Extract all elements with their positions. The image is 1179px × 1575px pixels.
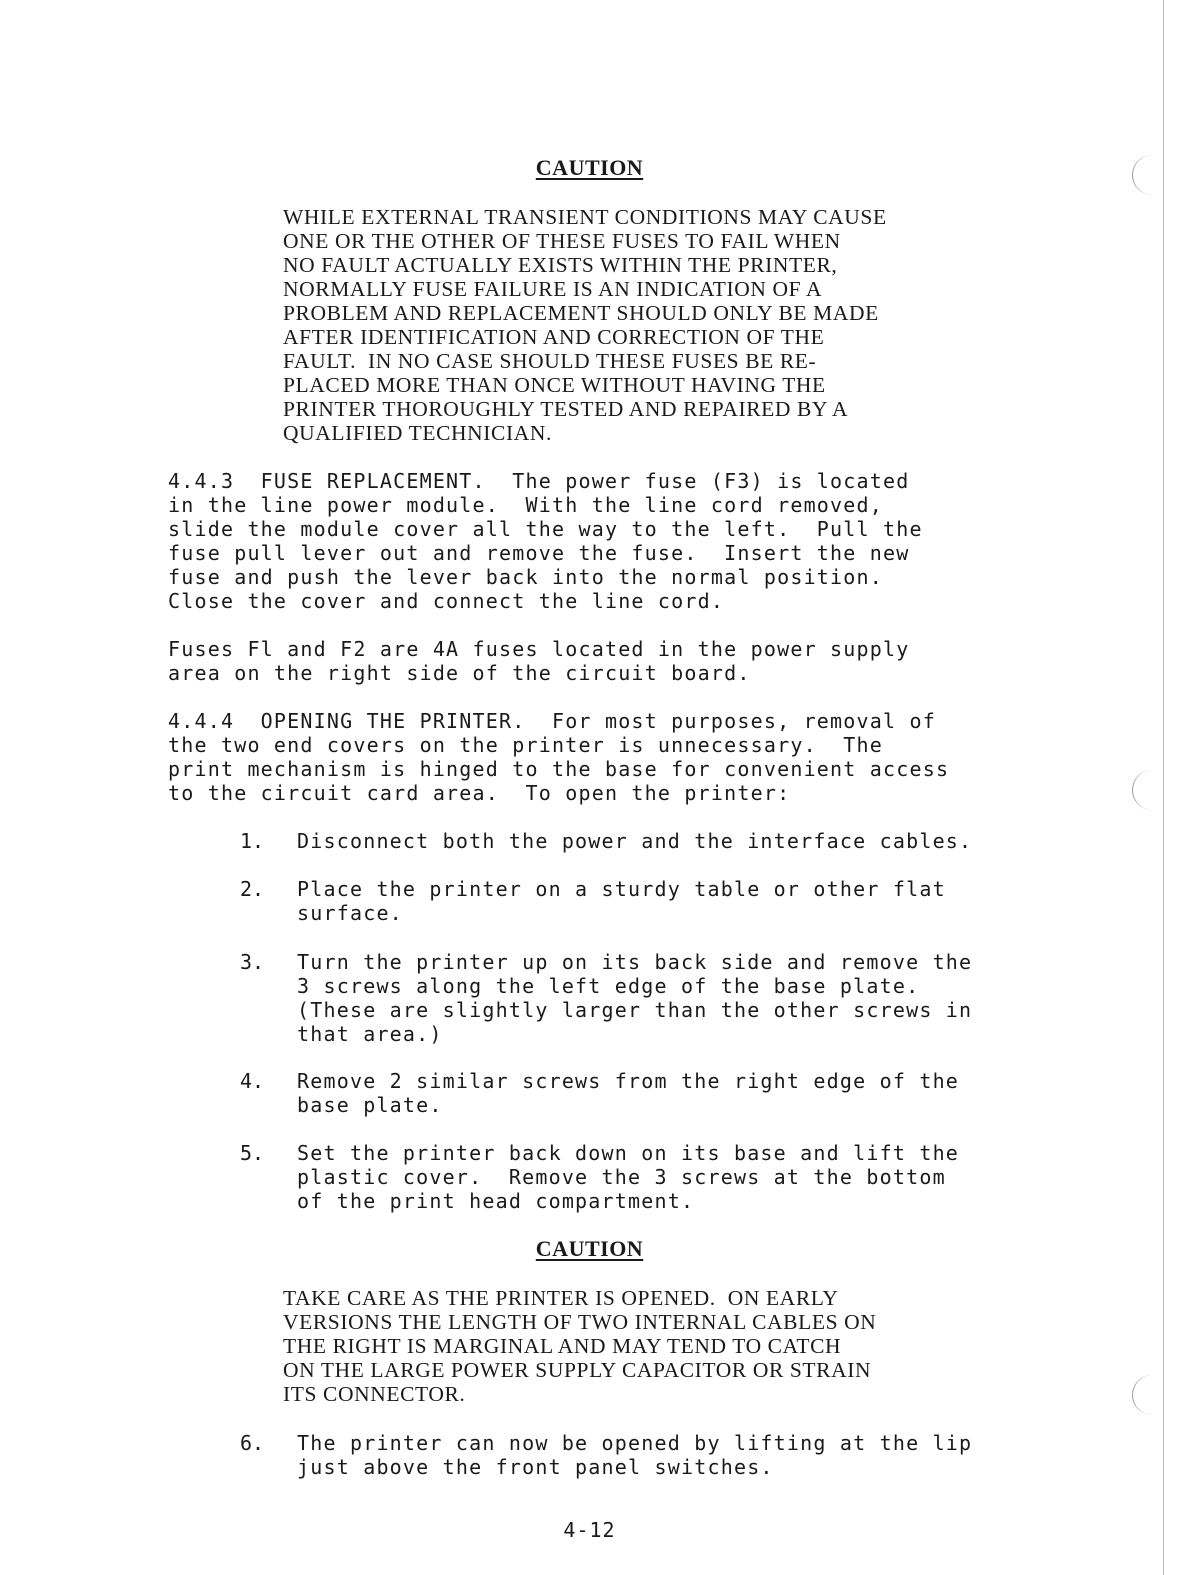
paragraph-line: fuse pull lever out and remove the fuse. Insert the new bbox=[168, 541, 910, 565]
step-line: of the print head compartment. bbox=[297, 1189, 695, 1213]
binder-hole-middle bbox=[1132, 770, 1155, 810]
caution-1-line: AFTER IDENTIFICATION AND CORRECTION OF THE bbox=[283, 325, 825, 349]
step-number: 3. bbox=[240, 950, 265, 974]
step-number: 2. bbox=[240, 877, 265, 901]
caution-2-line: ITS CONNECTOR. bbox=[283, 1382, 466, 1406]
binder-hole-bottom bbox=[1132, 1375, 1155, 1415]
section-4-4-3-fuse-replacement bbox=[168, 469, 1068, 613]
caution-1-line: WHILE EXTERNAL TRANSIENT CONDITIONS MAY CAUSE bbox=[283, 205, 887, 229]
step-line: Set the printer back down on its base and lift the bbox=[297, 1141, 960, 1165]
step-text bbox=[297, 829, 1157, 853]
caution-heading-1: CAUTION bbox=[535, 155, 644, 180]
step-text bbox=[297, 1069, 1157, 1117]
step-line: that area.) bbox=[297, 1022, 443, 1046]
step-line: Remove 2 similar screws from the right edge of the bbox=[297, 1069, 960, 1093]
caution-1-line: NORMALLY FUSE FAILURE IS AN INDICATION OF A bbox=[283, 277, 823, 301]
paragraph-line: area on the right side of the circuit board. bbox=[168, 661, 751, 685]
paragraph-line: 4.4.3 FUSE REPLACEMENT. The power fuse (F3) is located bbox=[168, 469, 910, 493]
step-line: Disconnect both the power and the interface cables. bbox=[297, 829, 973, 853]
caution-text-2 bbox=[283, 1286, 983, 1406]
step-number: 6. bbox=[240, 1431, 265, 1455]
binder-edge-line bbox=[1163, 0, 1164, 1575]
page-number: 4-12 bbox=[563, 1518, 616, 1542]
step-line: just above the front panel switches. bbox=[297, 1455, 774, 1479]
caution-1-line: FAULT. IN NO CASE SHOULD THESE FUSES BE RE- bbox=[283, 349, 817, 373]
caution-text-1 bbox=[283, 205, 983, 445]
caution-1-line: NO FAULT ACTUALLY EXISTS WITHIN THE PRINTER, bbox=[283, 253, 838, 277]
paragraph-line: in the line power module. With the line cord removed, bbox=[168, 493, 884, 517]
step-line: 3 screws along the left edge of the base plate. bbox=[297, 974, 920, 998]
paragraph-line: 4.4.4 OPENING THE PRINTER. For most purposes, removal of bbox=[168, 709, 936, 733]
caution-heading-2: CAUTION bbox=[535, 1236, 644, 1261]
step-line: Turn the printer up on its back side and remove the bbox=[297, 950, 973, 974]
step-line: The printer can now be opened by lifting at the lip bbox=[297, 1431, 973, 1455]
step-line: base plate. bbox=[297, 1093, 443, 1117]
paragraph-line: Close the cover and connect the line cord. bbox=[168, 589, 725, 613]
paragraph-line: the two end covers on the printer is unnecessary. The bbox=[168, 733, 884, 757]
caution-2-line: TAKE CARE AS THE PRINTER IS OPENED. ON EARLY bbox=[283, 1286, 839, 1310]
caution-2-line: ON THE LARGE POWER SUPPLY CAPACITOR OR STRAIN bbox=[283, 1358, 872, 1382]
step-text bbox=[297, 950, 1157, 1046]
caution-1-line: QUALIFIED TECHNICIAN. bbox=[283, 421, 552, 445]
fuses-note-paragraph bbox=[168, 637, 1068, 685]
caution-1-line: PRINTER THOROUGHLY TESTED AND REPAIRED BY A bbox=[283, 397, 849, 421]
paragraph-line: print mechanism is hinged to the base for convenient access bbox=[168, 757, 950, 781]
step-number: 1. bbox=[240, 829, 265, 853]
paragraph-line: to the circuit card area. To open the printer: bbox=[168, 781, 791, 805]
step-line: surface. bbox=[297, 901, 403, 925]
caution-2-line: THE RIGHT IS MARGINAL AND MAY TEND TO CATCH bbox=[283, 1334, 842, 1358]
paragraph-line: fuse and push the lever back into the normal position. bbox=[168, 565, 884, 589]
step-line: (These are slightly larger than the other screws in bbox=[297, 998, 973, 1022]
caution-1-line: PLACED MORE THAN ONCE WITHOUT HAVING THE bbox=[283, 373, 826, 397]
step-line: plastic cover. Remove the 3 screws at the bottom bbox=[297, 1165, 946, 1189]
step-number: 4. bbox=[240, 1069, 265, 1093]
step-text bbox=[297, 1141, 1157, 1213]
step-text bbox=[297, 877, 1157, 925]
step-number: 5. bbox=[240, 1141, 265, 1165]
section-4-4-4-opening-printer bbox=[168, 709, 1068, 805]
step-line: Place the printer on a sturdy table or other flat bbox=[297, 877, 946, 901]
caution-2-line: VERSIONS THE LENGTH OF TWO INTERNAL CABLES ON bbox=[283, 1310, 877, 1334]
step-text bbox=[297, 1431, 1157, 1479]
paragraph-line: slide the module cover all the way to the left. Pull the bbox=[168, 517, 923, 541]
caution-1-line: PROBLEM AND REPLACEMENT SHOULD ONLY BE MADE bbox=[283, 301, 879, 325]
paragraph-line: Fuses Fl and F2 are 4A fuses located in the power supply bbox=[168, 637, 910, 661]
caution-1-line: ONE OR THE OTHER OF THESE FUSES TO FAIL WHEN bbox=[283, 229, 841, 253]
